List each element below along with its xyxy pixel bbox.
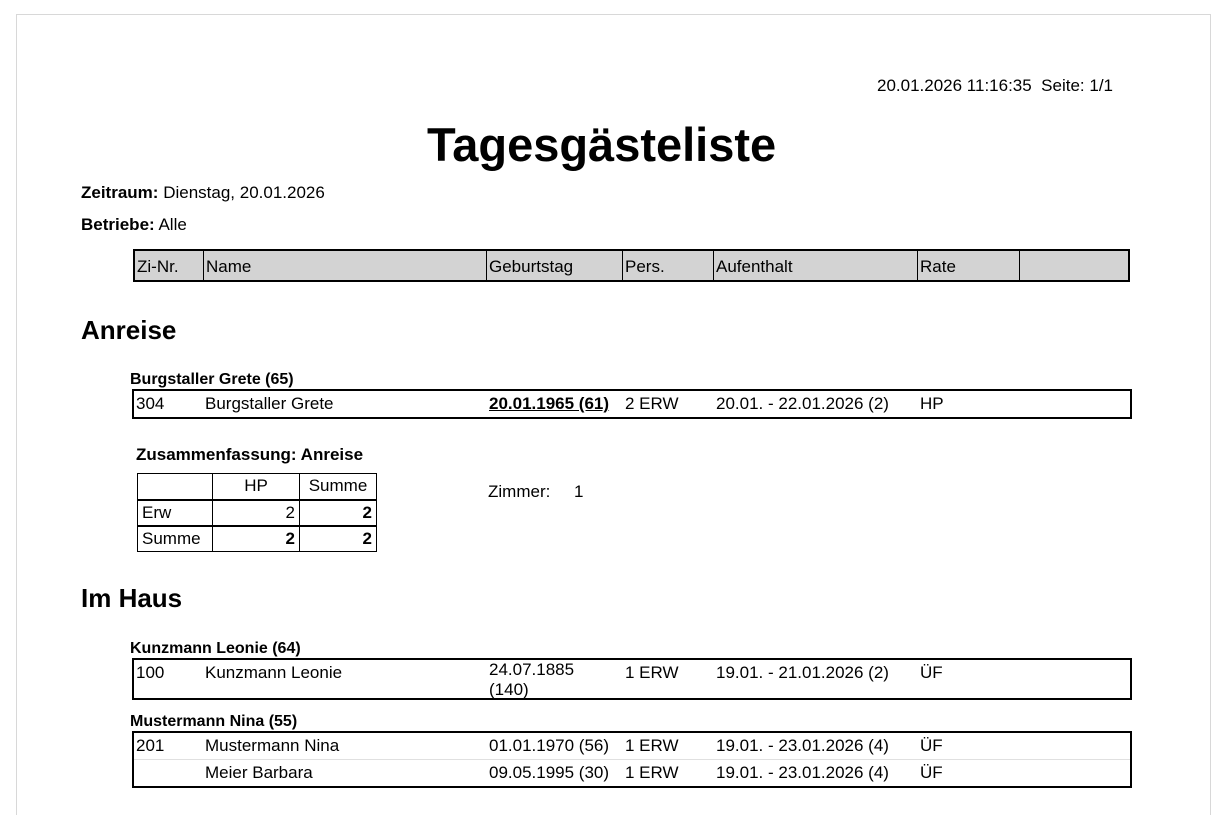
guest-table — [132, 389, 1132, 419]
summary-row-label: Erw — [138, 500, 213, 526]
zeitraum-value: Dienstag, 20.01.2026 — [158, 183, 325, 202]
cell-rate: HP — [920, 394, 944, 413]
group-heading: Mustermann Nina (55) — [130, 713, 298, 730]
summary-row-hp: 2 — [213, 500, 300, 526]
summary-header-summe: Summe — [300, 474, 377, 500]
summary-total-row — [138, 526, 377, 552]
table-row — [134, 391, 1130, 417]
cell-zi: 201 — [136, 736, 165, 755]
zimmer-count — [488, 482, 583, 502]
column-header-aufenthalt: Aufenthalt — [714, 251, 918, 280]
column-header-name: Name — [204, 251, 487, 280]
summary-row — [138, 500, 377, 526]
column-header-extra — [1020, 251, 1128, 280]
cell-name: Meier Barbara — [205, 763, 313, 782]
group-heading: Kunzmann Leonie (64) — [130, 640, 301, 657]
cell-pers: 1 ERW — [625, 663, 679, 682]
cell-name: Mustermann Nina — [205, 736, 340, 755]
zimmer-value: 1 — [573, 482, 584, 501]
cell-name: Burgstaller Grete — [205, 394, 334, 413]
table-row — [134, 733, 1130, 759]
cell-geburtstag: 01.01.1970 (56) — [489, 736, 610, 755]
column-header-geburtstag: Geburtstag — [487, 251, 623, 280]
cell-geburtstag-highlight: 20.01.1965 (61) — [489, 394, 610, 413]
summary-total-summe: 2 — [300, 526, 377, 552]
zimmer-label: Zimmer: — [488, 482, 551, 501]
summary-header-row — [138, 474, 377, 500]
summary-total-label: Summe — [138, 526, 213, 552]
cell-aufenthalt: 20.01. - 22.01.2026 (2) — [716, 394, 889, 413]
cell-pers: 2 ERW — [625, 394, 679, 413]
column-header-zi: Zi-Nr. — [135, 251, 204, 280]
column-header-rate: Rate — [918, 251, 1020, 280]
zeitraum-line — [81, 183, 325, 203]
table-row — [134, 660, 1130, 698]
summary-total-hp: 2 — [213, 526, 300, 552]
summary-row-summe: 2 — [300, 500, 377, 526]
betriebe-line — [81, 215, 187, 235]
summary-title: Zusammenfassung: Anreise — [136, 445, 364, 464]
cell-rate: ÜF — [920, 736, 943, 755]
section-title-anreise: Anreise — [81, 315, 177, 345]
group-heading: Burgstaller Grete (65) — [130, 371, 294, 388]
cell-rate: ÜF — [920, 663, 943, 682]
cell-zi: 100 — [136, 663, 165, 682]
cell-aufenthalt: 19.01. - 23.01.2026 (4) — [716, 736, 889, 755]
cell-geburtstag-line2: (140) — [489, 680, 529, 699]
section-title-im-haus: Im Haus — [81, 583, 183, 613]
print-datetime-page: 20.01.2026 11:16:35 Seite: 1/1 — [877, 76, 1113, 95]
summary-header-empty — [138, 474, 213, 500]
page-title: Tagesgästeliste — [427, 118, 777, 171]
cell-aufenthalt: 19.01. - 23.01.2026 (4) — [716, 763, 889, 782]
column-header-pers: Pers. — [623, 251, 714, 280]
table-row — [134, 759, 1130, 786]
cell-name: Kunzmann Leonie — [205, 663, 343, 682]
cell-geburtstag-line1: 24.07.1885 — [489, 660, 575, 679]
betriebe-value: Alle — [154, 215, 187, 234]
cell-geburtstag — [489, 660, 574, 700]
guest-table — [132, 658, 1132, 700]
cell-pers: 1 ERW — [625, 736, 679, 755]
cell-geburtstag: 09.05.1995 (30) — [489, 763, 610, 782]
cell-pers: 1 ERW — [625, 763, 679, 782]
summary-header-hp: HP — [213, 474, 300, 500]
cell-zi: 304 — [136, 394, 165, 413]
report-page — [16, 14, 1211, 815]
column-header-row — [133, 249, 1130, 282]
guest-table — [132, 731, 1132, 788]
summary-table — [137, 473, 377, 552]
betriebe-label: Betriebe: — [81, 215, 155, 234]
cell-aufenthalt: 19.01. - 21.01.2026 (2) — [716, 663, 889, 682]
zeitraum-label: Zeitraum: — [81, 183, 159, 202]
cell-rate: ÜF — [920, 763, 943, 782]
